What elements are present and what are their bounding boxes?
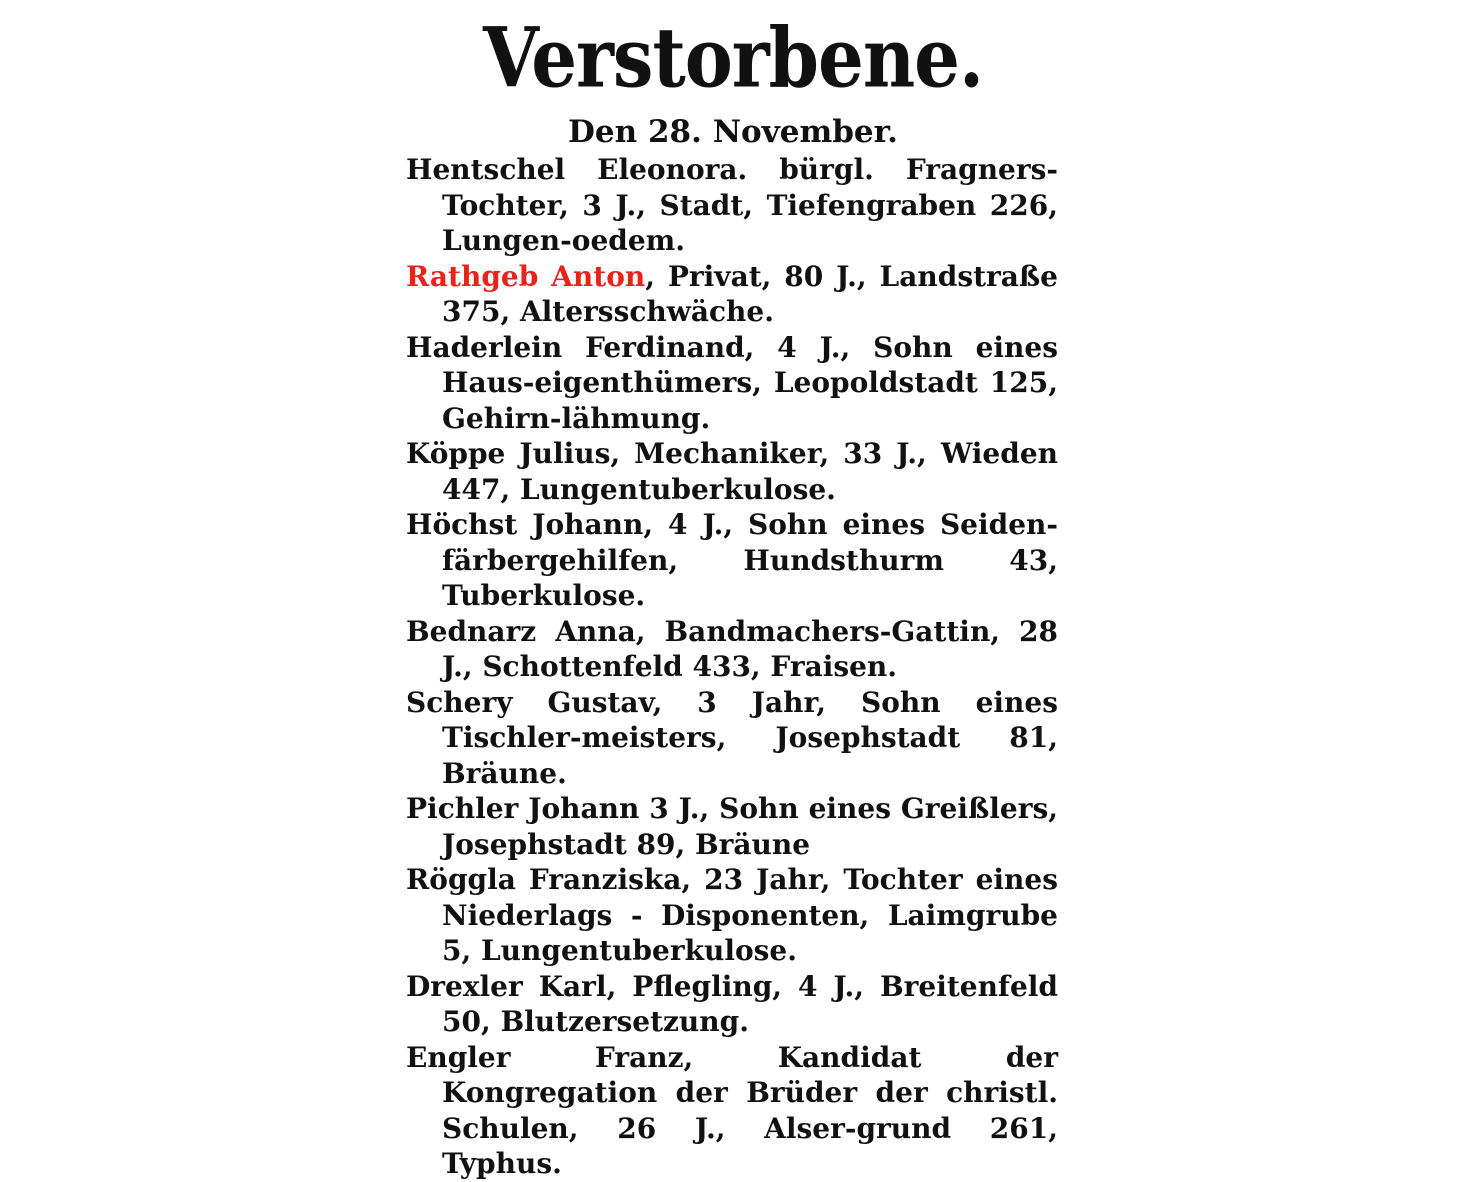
entry-details: , 3 Jahr, Sohn eines Tischler-meisters, Josephstadt 81, Bräune. (442, 685, 1058, 790)
entry-details: , Privat, 80 J., Landstraße 375, Altersschwäche. (442, 259, 1058, 328)
deceased-name: Röggla Franziska (406, 863, 682, 896)
entry-details: , 4 J., Sohn eines Seiden-färbergehilfen, Hundsthurm 43, Tuberkulose. (442, 508, 1058, 612)
entry-details: . bürgl. Fragners-Tochter, 3 J., Stadt, Tiefengraben 226, Lungen-oedem. (442, 153, 1058, 257)
entry-details: , Kandidat der Kongregation der Brüder der christl. Schulen, 26 J., Alser-grund 261, Typhus. (442, 1040, 1058, 1180)
entry-details: , Pflegling, 4 J., Breitenfeld 50, Blutzersetzung. (442, 969, 1059, 1038)
date-line: Den 28. November. (568, 114, 898, 150)
entry-details: , Mechaniker, 33 J., Wieden 447, Lungentuberkulose. (442, 437, 1058, 506)
death-notice-entry (406, 1040, 1058, 1182)
deceased-name-highlighted: Rathgeb Anton (406, 259, 646, 293)
death-notice-entry (406, 507, 1058, 614)
deceased-name: Pichler Johann (406, 792, 640, 825)
death-notice-entry (406, 330, 1058, 437)
death-notice-entry (406, 791, 1058, 862)
death-notice-entry (406, 614, 1058, 685)
deceased-name: Drexler Karl (406, 969, 607, 1003)
deceased-name: Hentschel Eleonora (406, 153, 738, 186)
death-notice-list (406, 152, 1058, 1182)
entry-details: , Bandmachers-Gattin, 28 J., Schottenfeld 433, Fraisen. (442, 614, 1058, 683)
deceased-name: Bednarz Anna (406, 614, 636, 648)
deceased-name: Haderlein Ferdinand (406, 330, 745, 364)
death-notice-entry (406, 259, 1058, 330)
section-heading: Verstorbene. (482, 8, 984, 106)
entry-details: 3 J., Sohn eines Greißlers, Josephstadt 89, Bräune (442, 792, 1058, 861)
death-notice-entry (406, 969, 1058, 1040)
death-notice-entry (406, 436, 1058, 507)
deceased-name: Höchst Johann (406, 508, 644, 541)
entry-details: , 4 J., Sohn eines Haus-eigenthümers, Leopoldstadt 125, Gehirn-lähmung. (442, 330, 1058, 435)
deceased-name: Schery Gustav (406, 685, 653, 719)
death-notice-entry (406, 152, 1058, 259)
deceased-name: Engler Franz (406, 1040, 684, 1074)
deceased-name: Köppe Julius (406, 437, 611, 470)
death-notice-entry (406, 685, 1058, 792)
death-notice-entry (406, 862, 1058, 969)
entry-details: , 23 Jahr, Tochter eines Niederlags - Disponenten, Laimgrube 5, Lungentuberkulose. (442, 863, 1058, 967)
